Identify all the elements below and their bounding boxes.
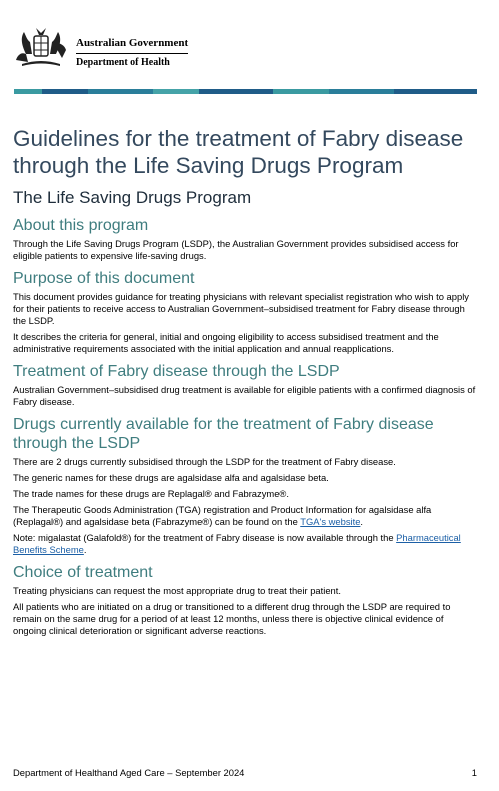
coat-of-arms-icon [12, 24, 70, 68]
stripe-segment [153, 89, 199, 94]
pbs-link[interactable]: Pharmaceutical Benefits Scheme [13, 532, 461, 555]
drugs-paragraph-3: The trade names for these drugs are Replagal® and Fabrazyme®. [13, 488, 289, 499]
document-title: Guidelines for the treatment of Fabry disease through the Life Saving Drugs Program [13, 126, 464, 178]
section-heading-treatment: Treatment of Fabry disease through the LSDP [13, 363, 340, 380]
stripe-segment [329, 89, 394, 94]
government-wordmark [76, 36, 188, 70]
pbs-note-end: . [83, 544, 87, 555]
header-color-stripe [14, 89, 477, 94]
drugs-paragraph-4 [13, 504, 478, 528]
stripe-segment [273, 89, 329, 94]
stripe-segment [88, 89, 153, 94]
department-name: Department of Health [76, 57, 170, 68]
about-paragraph: Through the Life Saving Drugs Program (LSDP), the Australian Government provides subsidised access for eligible patients to expensive life-saving drugs. [13, 238, 459, 261]
tga-website-link[interactable]: TGA's website [300, 516, 361, 527]
government-name: Australian Government [76, 36, 188, 54]
footer-text: Department of Healthand Aged Care – September 2024 [13, 767, 245, 778]
page-number: 1 [471, 767, 477, 778]
page-footer [13, 767, 477, 778]
stripe-segment [42, 89, 88, 94]
purpose-paragraph-2: It describes the criteria for general, initial and ongoing eligibility to access subsidised treatment and the administrative requirements associated with the initial application and annual reapplications. [13, 331, 439, 354]
pbs-note-text: Note: migalastat (Galafold®) for the treatment of Fabry disease is now available through the [13, 532, 397, 543]
document-body [13, 125, 478, 641]
government-header [12, 24, 212, 72]
tga-text: The Therapeutic Goods Administration (TGA) registration and Product Information for agalsidase alfa (Replagal®) and agalsidase beta (Fabrazyme®) can be found on the [13, 504, 432, 527]
section-heading-about: About this program [13, 217, 149, 234]
treatment-paragraph: Australian Government–subsidised drug treatment is available for eligible patients with a confirmed diagnosis of Fabry disease. [13, 384, 476, 407]
section-heading-drugs: Drugs currently available for the treatment of Fabry disease through the LSDP [13, 416, 434, 452]
stripe-segment [199, 89, 273, 94]
drugs-paragraph-2: The generic names for these drugs are agalsidase alfa and agalsidase beta. [13, 472, 329, 483]
section-heading-purpose: Purpose of this document [13, 270, 195, 287]
stripe-segment [394, 89, 477, 94]
drugs-paragraph-5 [13, 532, 478, 556]
drugs-paragraph-1: There are 2 drugs currently subsidised through the LSDP for the treatment of Fabry disease. [13, 456, 396, 467]
tga-text-end: . [360, 516, 364, 527]
choice-paragraph-2: All patients who are initiated on a drug or transitioned to a different drug through the LSDP are required to remain on the same drug for a period of at least 12 months, unless there is objective clinical evidence of ongoing clinical deterioration or significant adverse reactions. [13, 601, 451, 636]
choice-paragraph-1: Treating physicians can request the most appropriate drug to treat their patient. [13, 585, 341, 596]
document-subtitle: The Life Saving Drugs Program [13, 188, 252, 207]
purpose-paragraph-1: This document provides guidance for treating physicians with relevant specialist registration who wish to apply for their patients to receive access to Australian Government–subsidised treatment for Fabry disease through the LSDP. [13, 291, 469, 326]
stripe-segment [14, 89, 42, 94]
section-heading-choice: Choice of treatment [13, 564, 153, 581]
